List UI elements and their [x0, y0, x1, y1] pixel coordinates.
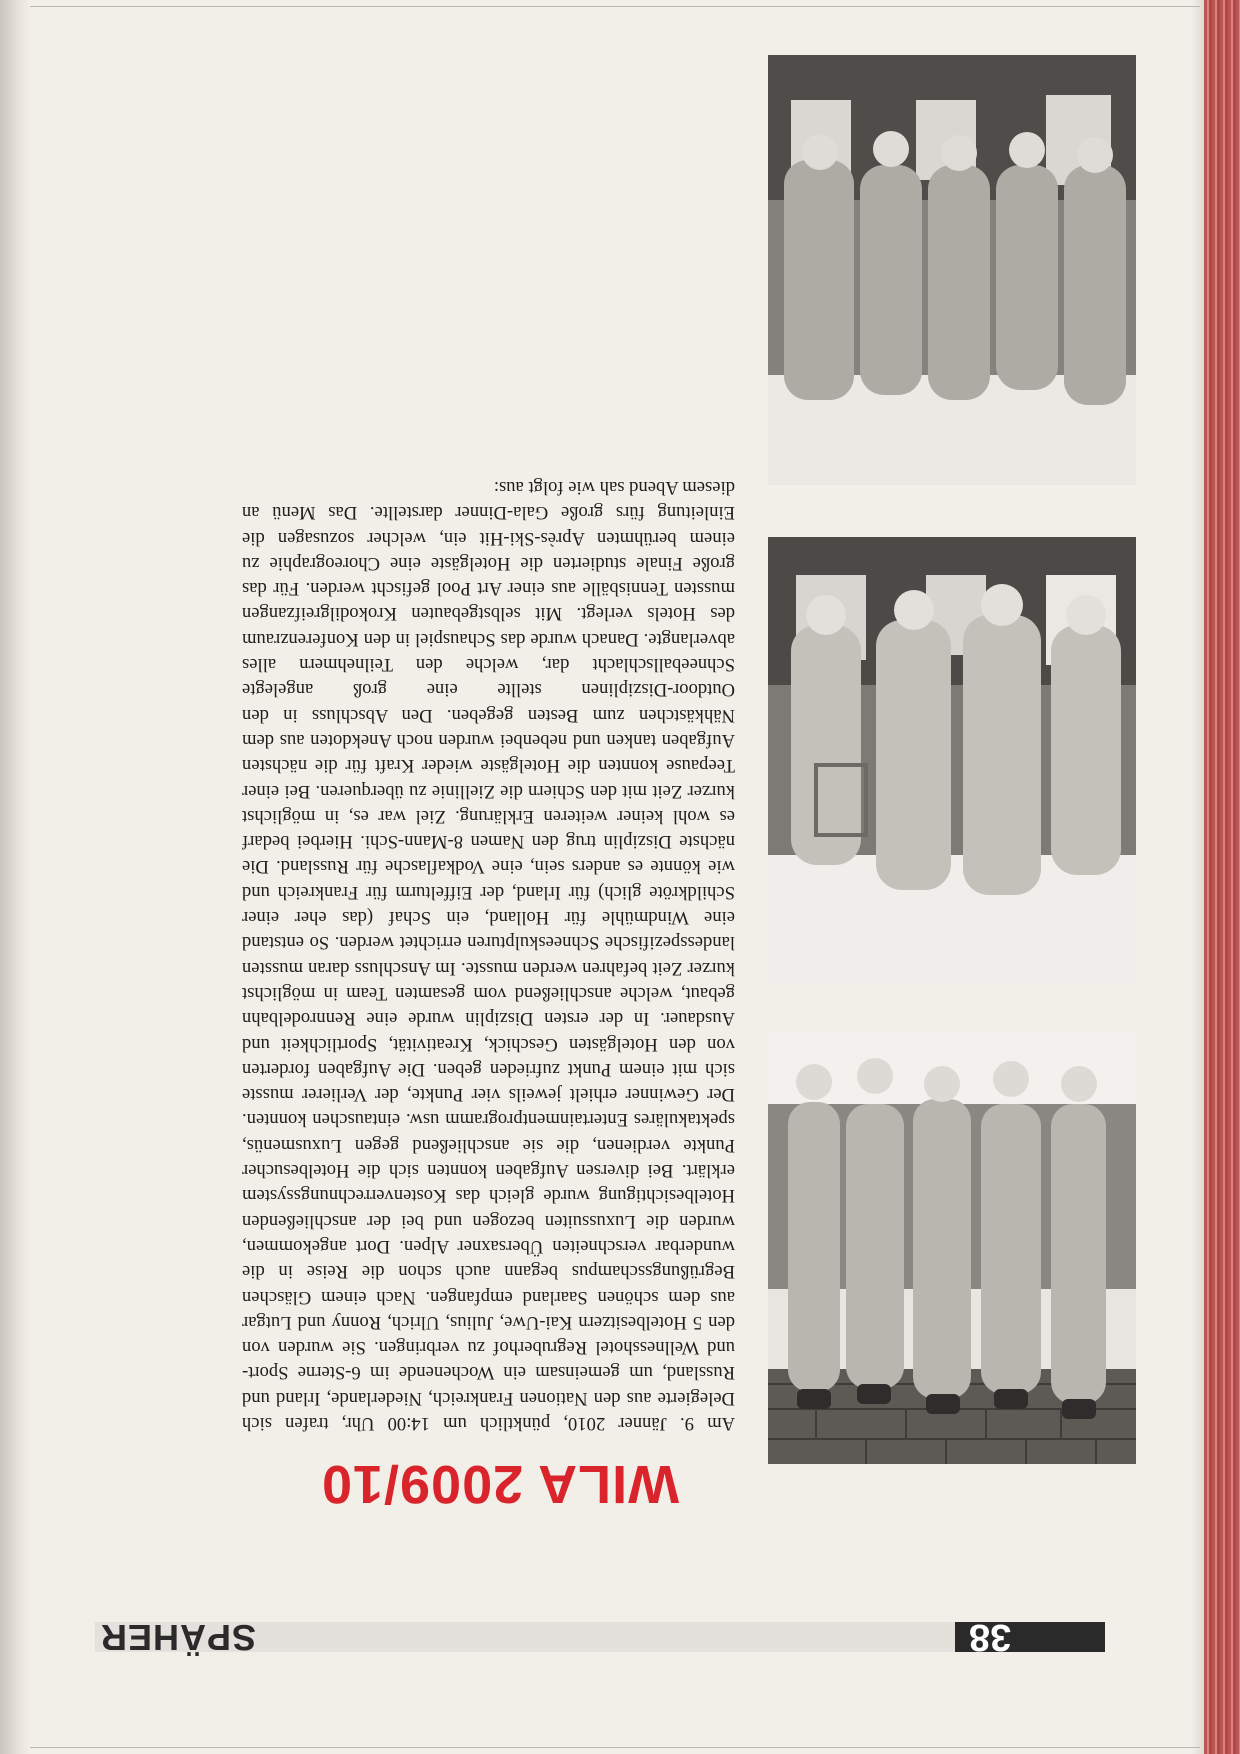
section-name: SPÄHER: [100, 1617, 257, 1658]
page-number: 38: [955, 1622, 1105, 1652]
article-body: Am 9. Jänner 2010, pünktlich um 14:00 Uhr, trafen sich Delegierte aus den Nationen Frankreich, Niederlande, Irland und Russland, um gemeinsam ein Wochenende im 6-Sterne Sport- und Wellnesshotel Regruberhof zu verbringen. Sie wurden von den 5 Hotelbesitzern Kai-Uwe, Julius, Ulrich, Ronny und Lutgar aus dem schönen Saarland empfangen. Nach einem Gläschen Begrüßungsschampus begann auch schon die Reise in die wunderbar verschneiten Übersaxner Alpen. Dort angekommen, wurden die Luxussuiten bezogen und bei der anschließenden Hotelbesichtigung wurde gleich das Kostenverrechnungssystem erklärt. Bei diversen Aufgaben konnten sich die Hotelbesucher Punkte verdienen, die sie anschließend gegen Luxusmenüs, spektakuläres Entertainmentprogramm usw. eintauschen konnten. Der Gewinner erhielt jeweils vier Punkte, der Verlierer musste sich mit einem Punkt zufrieden geben. Die Aufgaben forderten von den Hotelgästen Geschick, Kreativität, Sportlichkeit und Ausdauer. In der ersten Disziplin wurde eine Rennrodelbahn gebaut, welche anschließend vom gesamten Team in möglichst kurzer Zeit befahren werden musste. Im Anschluss daran mussten landesspezifische Schneeskulpturen errichtet werden. So entstand eine Windmühle für Holland, ein Schaf (das eher einer Schildkröte glich) für Irland, der Eiffelturm für Frankreich und wie könnte es anders sein, eine Vodkaflasche für Russland. Die nächste Disziplin trug den Namen 8-Mann-Schi. Hierbei bedarf es wohl keiner weiteren Erklärung. Ziel war es, in möglichst kurzer Zeit mit den Schiern die Ziellinie zu überqueren. Bei einer Teepause konnten die Hotelgäste wieder Kraft für die nächsten Aufgaben tanken und nebenbei wurden noch Anekdoten aus dem Nähkästchen zum Besten gegeben. Den Abschluss in den Outdoor-Disziplinen stellte eine groß angelegte Schneeballschlacht dar, welche den Teilnehmern alles abverlangte. Danach wurde das Schauspiel in den Konferenzraum des Hotels verlegt. Mit selbstgebauten Krokodilgreifzangen mussten Tennisbälle aus einer Art Pool gefischt werden. Für das große Finale studierten die Hotelgäste eine Choreographie zu einem berühmten Après-Ski-Hit ein, welcher sozusagen die Einleitung fürs große Gala-Dinner darstellte. Das Menü an diesem Abend sah wie folgt aus:: [242, 477, 735, 1434]
photo-house-group-1: [768, 537, 1136, 985]
article-title: WILA 2009/10: [320, 1454, 680, 1514]
photo-group-snowsuits: [768, 1032, 1136, 1464]
photo-house-group-2: [768, 55, 1136, 485]
